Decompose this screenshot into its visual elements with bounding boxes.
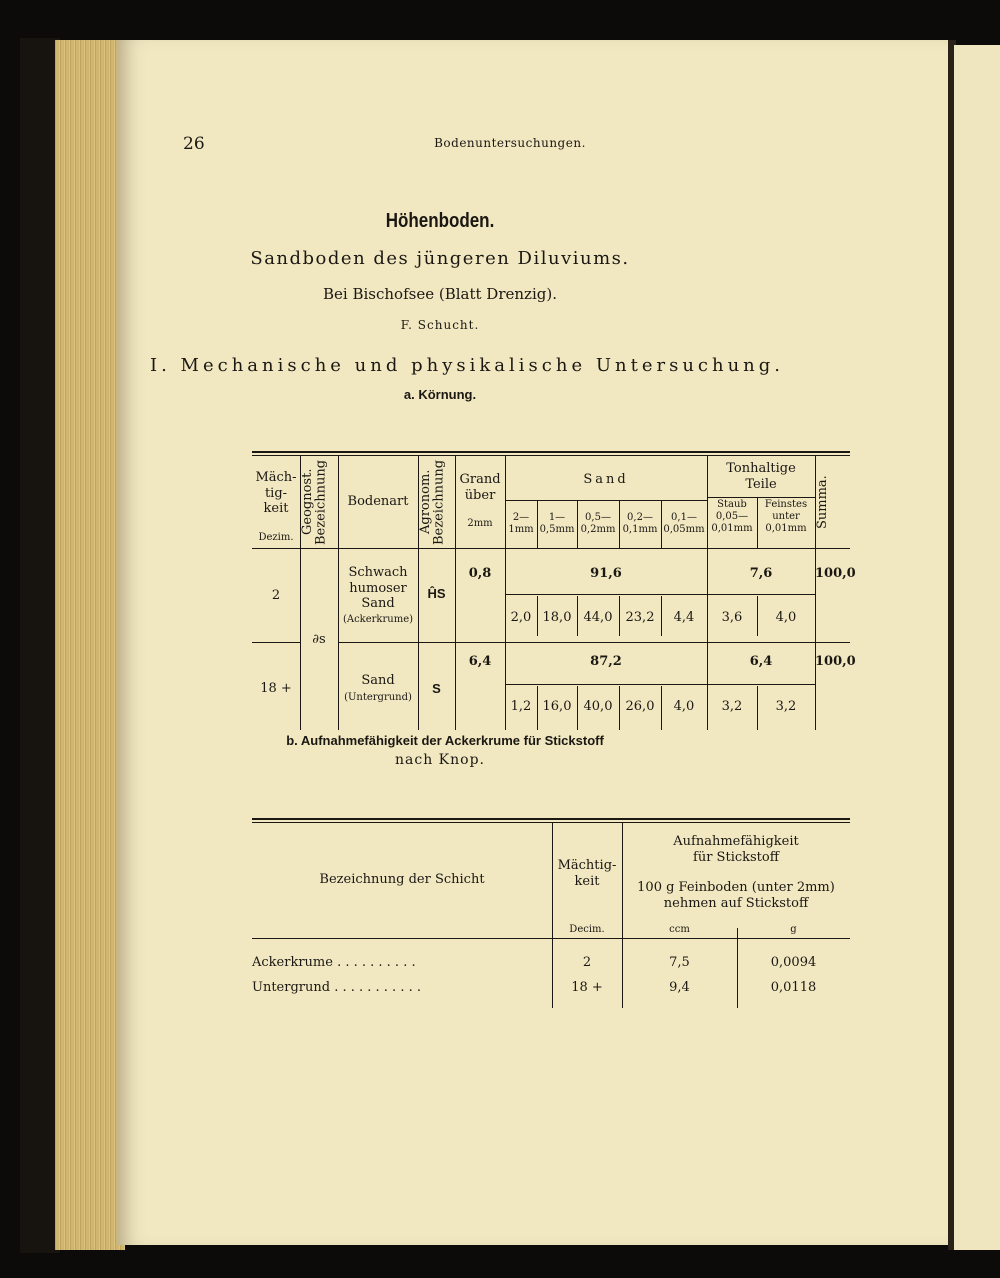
cell-g: 0,0094 xyxy=(770,955,817,970)
header-grand-unit: 2mm xyxy=(467,518,493,529)
header-decim: Decim. xyxy=(569,924,605,935)
book-cover-edge xyxy=(20,38,60,1253)
header-feinstes: Feinstes unter 0,01mm xyxy=(764,499,808,534)
header-sand-col: 0,1— 0,05mm xyxy=(663,512,705,535)
running-head: Bodenuntersuchungen. xyxy=(434,136,586,150)
header-grand: Grand über xyxy=(459,472,501,503)
cell-sand-total: 91,6 xyxy=(590,566,622,581)
cell-sand: 26,0 xyxy=(625,699,655,714)
cell-maechtigkeit: 18 + xyxy=(571,980,603,995)
subsection-b-subtitle: nach Knop. xyxy=(395,752,485,768)
page-number: 26 xyxy=(183,134,205,154)
header-summa: Summa. xyxy=(815,475,830,529)
cell-sand: 2,0 xyxy=(510,610,532,625)
cell-sand: 4,4 xyxy=(673,610,695,625)
author: F. Schucht. xyxy=(400,318,480,332)
cell-summa: 100,0 xyxy=(815,654,856,669)
cell-feinstes: 4,0 xyxy=(775,610,797,625)
cell-maechtigkeit: 2 xyxy=(582,955,592,970)
page-title: Höhenboden. xyxy=(385,210,495,232)
cell-sand: 44,0 xyxy=(583,610,613,625)
header-sand-col: 1— 0,5mm xyxy=(539,512,575,535)
cell-schicht: Ackerkrume . . . . . . . . . . xyxy=(252,955,416,970)
header-tonhaltige: Tonhaltige Teile xyxy=(726,461,796,492)
subsection-b-heading: b. Aufnahmefähigkeit der Ackerkrume für Stickstoff xyxy=(286,733,604,748)
cell-sand: 23,2 xyxy=(625,610,655,625)
cell-bodenart: Schwach humoser Sand xyxy=(348,565,408,612)
cell-staub: 3,6 xyxy=(721,610,743,625)
header-sand-col: 0,2— 0,1mm xyxy=(622,512,658,535)
header-maechtigkeit: Mäch- tig- keit xyxy=(255,470,297,517)
geognost-value: ∂s xyxy=(312,632,326,647)
next-page-edge xyxy=(954,45,1000,1250)
header-aufnahme: Aufnahmefähigkeit für Stickstoff xyxy=(673,834,799,865)
header-sand-col: 2— 1mm xyxy=(508,512,534,535)
page-subtitle: Sandboden des jüngeren Diluviums. xyxy=(250,248,630,269)
cell-ccm: 7,5 xyxy=(669,955,690,970)
locality: Bei Bischofsee (Blatt Drenzig). xyxy=(323,285,557,303)
header-aufnahme-note: 100 g Feinboden (unter 2mm) nehmen auf Stickstoff xyxy=(637,880,835,911)
cell-g: 0,0118 xyxy=(770,980,817,995)
header-agronom: Agronom. Bezeichnung xyxy=(418,459,447,545)
cell-ccm: 9,4 xyxy=(669,980,690,995)
cell-agronom: ĤS xyxy=(427,586,446,601)
header-sand: Sand xyxy=(583,472,629,487)
cell-grand: 6,4 xyxy=(468,654,492,669)
header-sand-col: 0,5— 0,2mm xyxy=(580,512,616,535)
cell-sand: 16,0 xyxy=(542,699,572,714)
cell-bodenart-note: (Untergrund) xyxy=(344,692,412,703)
cell-agronom: S xyxy=(432,681,441,696)
cell-summa: 100,0 xyxy=(815,566,856,581)
header-bodenart: Bodenart xyxy=(347,494,409,509)
cell-sand: 4,0 xyxy=(673,699,695,714)
cell-sand: 18,0 xyxy=(542,610,572,625)
header-geognost: Geognost. Bezeichnung xyxy=(300,459,329,545)
header-ccm: ccm xyxy=(669,924,690,935)
cell-schicht: Untergrund . . . . . . . . . . . xyxy=(252,980,421,995)
header-schicht: Bezeichnung der Schicht xyxy=(319,872,485,887)
cell-sand: 40,0 xyxy=(583,699,613,714)
subsection-a-heading: a. Körnung. xyxy=(403,387,477,402)
cell-feinstes: 3,2 xyxy=(775,699,797,714)
cell-maechtigkeit: 2 xyxy=(271,588,281,603)
page-stack-edge xyxy=(55,40,125,1250)
cell-maechtigkeit: 18 + xyxy=(260,681,292,696)
header-g: g xyxy=(790,924,797,935)
cell-ton-total: 6,4 xyxy=(749,654,773,669)
header-maechtigkeit-b: Mächtig- keit xyxy=(557,858,617,889)
cell-sand-total: 87,2 xyxy=(590,654,622,669)
header-dezim: Dezim. xyxy=(258,532,294,543)
cell-bodenart: Sand xyxy=(361,673,395,688)
header-staub: Staub 0,05— 0,01mm xyxy=(711,499,753,534)
cell-ton-total: 7,6 xyxy=(749,566,773,581)
cell-sand: 1,2 xyxy=(510,699,532,714)
cell-bodenart-note: (Ackerkrume) xyxy=(342,614,414,625)
cell-staub: 3,2 xyxy=(721,699,743,714)
section-heading: I. Mechanische und physikalische Untersuchung. xyxy=(150,355,785,376)
cell-grand: 0,8 xyxy=(468,566,492,581)
